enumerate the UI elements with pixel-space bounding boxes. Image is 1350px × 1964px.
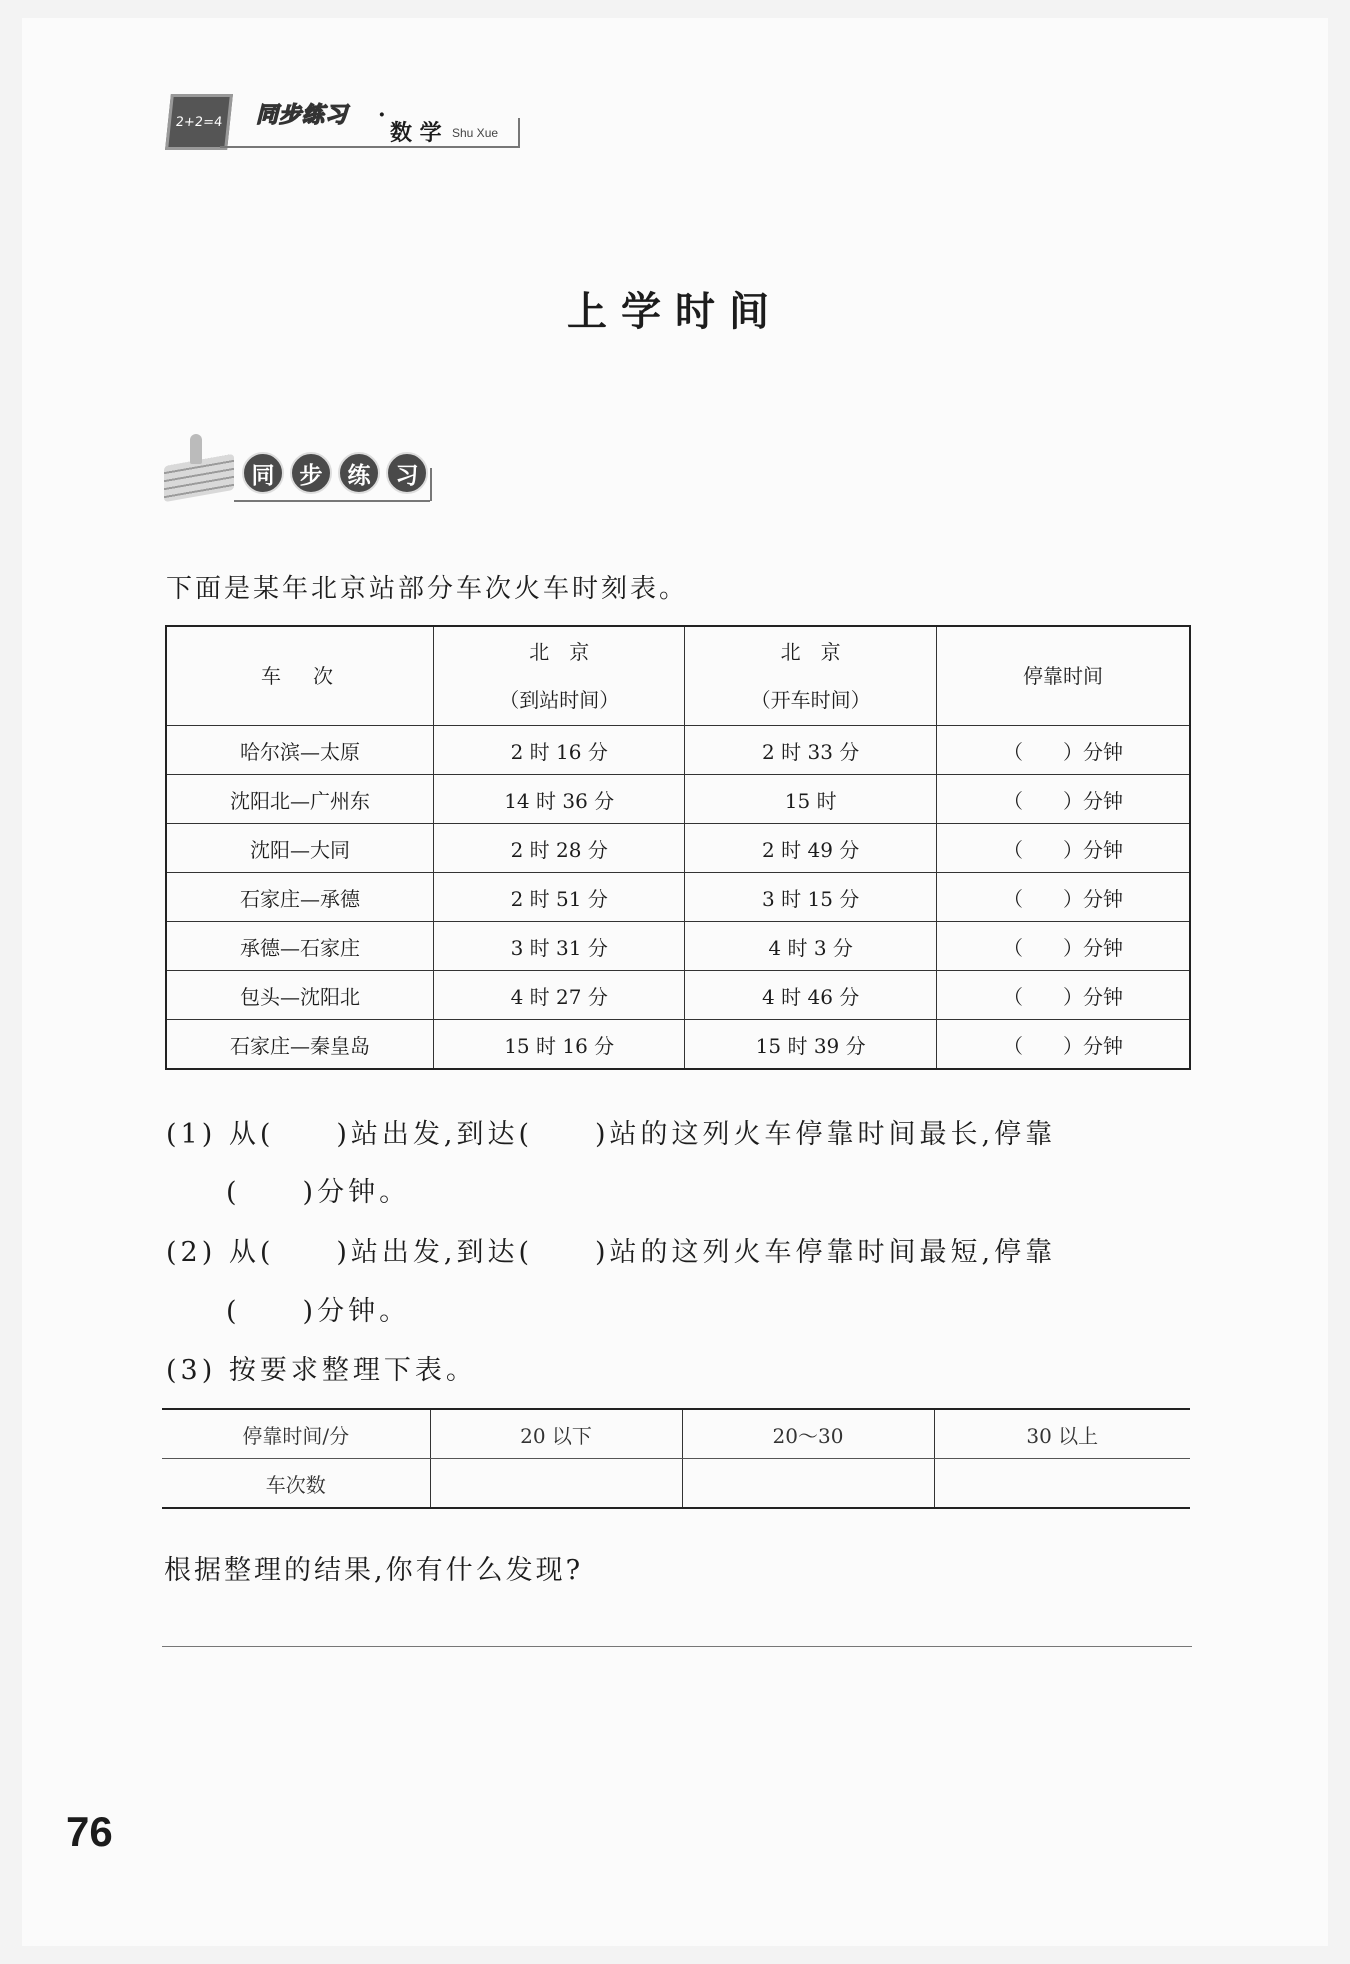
cell-depart: 4 时 3 分	[685, 922, 936, 971]
cell-stop-blank[interactable]: （ ）分钟	[936, 775, 1190, 824]
summary-label: 停靠时间/分	[162, 1409, 430, 1459]
section-rule-end	[430, 468, 432, 501]
section-char: 习	[386, 452, 428, 494]
table-row	[166, 775, 1190, 824]
summary-count-label: 车次数	[162, 1459, 430, 1509]
cell-arrive: 2 时 16 分	[433, 726, 684, 775]
cell-train: 沈阳北—广州东	[166, 775, 433, 824]
cell-arrive: 15 时 16 分	[433, 1020, 684, 1070]
summary-range: 20 以下	[430, 1409, 682, 1459]
header-train-label: 车 次	[260, 664, 339, 688]
chalkboard-text: 2+2=4	[174, 114, 224, 130]
table-row	[166, 922, 1190, 971]
summary-range: 20～30	[682, 1409, 934, 1459]
question-1: (1) 从( )站出发,到达( )站的这列火车停靠时间最长,停靠	[166, 1119, 1057, 1150]
summary-header-row	[162, 1409, 1190, 1459]
cell-arrive: 14 时 36 分	[433, 775, 684, 824]
answer-line[interactable]	[162, 1646, 1192, 1647]
chalkboard-icon	[165, 94, 233, 150]
cell-train: 包头—沈阳北	[166, 971, 433, 1020]
cell-stop-blank[interactable]: （ ）分钟	[936, 922, 1190, 971]
table-row	[166, 971, 1190, 1020]
cell-depart: 3 时 15 分	[685, 873, 936, 922]
summary-count-blank[interactable]	[934, 1459, 1190, 1509]
cell-depart: 4 时 46 分	[685, 971, 936, 1020]
summary-count-row	[162, 1459, 1190, 1509]
cell-stop-blank[interactable]: （ ）分钟	[936, 971, 1190, 1020]
lesson-title: 上学时间	[567, 289, 783, 335]
summary-count-blank[interactable]	[682, 1459, 934, 1509]
page-number: 76	[66, 1808, 113, 1855]
header-arrive-bottom: （到站时间）	[499, 688, 620, 712]
section-badge	[160, 430, 435, 510]
section-char: 练	[338, 452, 380, 494]
cell-train: 沈阳—大同	[166, 824, 433, 873]
cell-depart: 2 时 33 分	[685, 726, 936, 775]
header-rule-end	[518, 118, 520, 148]
question-2: (2) 从( )站出发,到达( )站的这列火车停靠时间最短,停靠	[166, 1237, 1057, 1268]
cell-train: 石家庄—秦皇岛	[166, 1020, 433, 1070]
table-row	[166, 1020, 1190, 1070]
summary-range: 30 以上	[934, 1409, 1190, 1459]
cell-stop-blank[interactable]: （ ）分钟	[936, 726, 1190, 775]
table-row	[166, 873, 1190, 922]
cell-arrive: 2 时 28 分	[433, 824, 684, 873]
header-stop	[936, 626, 1190, 726]
intro-text: 下面是某年北京站部分车次火车时刻表。	[166, 574, 689, 604]
section-char: 步	[290, 452, 332, 494]
lamp-icon	[190, 434, 202, 464]
cell-train: 承德—石家庄	[166, 922, 433, 971]
summary-table	[162, 1408, 1190, 1509]
cell-depart: 15 时	[685, 775, 936, 824]
section-title	[242, 452, 428, 494]
section-rule	[234, 500, 430, 502]
header-stop-label: 停靠时间	[1022, 664, 1103, 688]
cell-depart: 15 时 39 分	[685, 1020, 936, 1070]
question-2-cont: ( )分钟。	[226, 1296, 411, 1327]
cell-arrive: 4 时 27 分	[433, 971, 684, 1020]
header-depart-top: 北 京	[780, 640, 841, 664]
header-train	[166, 626, 433, 726]
subject-pinyin: Shu Xue	[452, 126, 499, 140]
section-char: 同	[242, 452, 284, 494]
header-rule	[220, 146, 520, 148]
cell-arrive: 2 时 51 分	[433, 873, 684, 922]
header-arrive	[433, 626, 684, 726]
table-row	[166, 824, 1190, 873]
cell-depart: 2 时 49 分	[685, 824, 936, 873]
question-1-cont: ( )分钟。	[226, 1177, 411, 1208]
cell-stop-blank[interactable]: （ ）分钟	[936, 1020, 1190, 1070]
summary-count-blank[interactable]	[430, 1459, 682, 1509]
header-depart	[685, 626, 936, 726]
page-header	[160, 88, 520, 158]
series-title: 同步练习	[256, 103, 349, 128]
cell-train: 哈尔滨—太原	[166, 726, 433, 775]
header-arrive-top: 北 京	[529, 640, 590, 664]
cell-stop-blank[interactable]: （ ）分钟	[936, 873, 1190, 922]
finding-prompt: 根据整理的结果,你有什么发现?	[164, 1555, 584, 1586]
header-depart-bottom: （开车时间）	[750, 688, 871, 712]
table-row	[166, 726, 1190, 775]
cell-stop-blank[interactable]: （ ）分钟	[936, 824, 1190, 873]
header-dot: ·	[378, 102, 386, 128]
train-schedule-table	[165, 625, 1191, 1070]
cell-arrive: 3 时 31 分	[433, 922, 684, 971]
question-3: (3) 按要求整理下表。	[166, 1355, 477, 1386]
cell-train: 石家庄—承德	[166, 873, 433, 922]
subject-label: 数 学	[390, 121, 442, 146]
table-header-row	[166, 626, 1190, 726]
